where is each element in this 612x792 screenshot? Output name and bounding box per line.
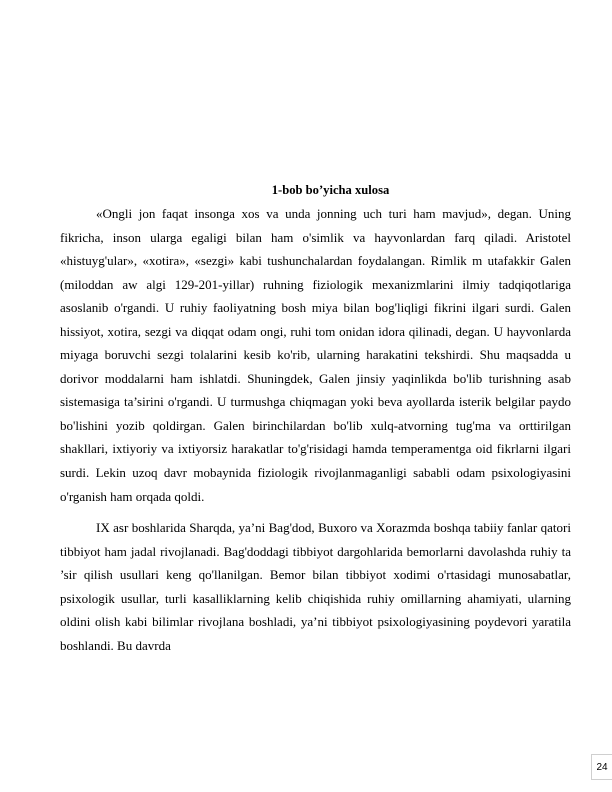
body-paragraph-1: «Ongli jon faqat insonga xos va unda jonning uch turi ham mavjud», degan. Uning fikricha, inson ularga egaligi bilan ham o'simlik va hayvonlardan farq qiladi. Aristotel «histuyg'ular», «xotira», «sezgi» kabi tushunchalardan foydalangan. Rimlik m utafakkir Galen (miloddan aw algi 129-201-yillar) ruhning fiziologik mexanizmlarini ilmiy tadqiqotlariga asoslanib o'rgandi. U ruhiy faoliyatning bosh miya bilan bog'liqligi fikrini ilgari surdi. Galen hissiyot, xotira, sezgi va diqqat odam ongi, ruhi tom onidan idora qilinadi, degan. U hayvonlarda miyaga boruvchi sezgi tolalarini kesib ko'rib, ularning harakatini tekshirdi. Shu maqsadda u dorivor moddalarni ham ishlatdi. Shuningdek, Galen jinsiy yaqinlikda bo'lib turishning asab sistemasiga ta’sirini o'rgandi. U turmushga chiqmagan yoki beva ayollarda isterik belgilar paydo bo'lishini yozib qoldirgan. Galen birinchilardan bo'lib xulq-atvorning tug'ma va orttirilgan shakllari, ixtiyoriy va ixtiyorsiz harakatlar to'g'risidagi hamda temperamentga oid fikrlarni ilgari surdi. Lekin uzoq davr mobaynida fiziologik rivojlanmaganligi sababli odam psixologiyasini o'rganish ham orqada qoldi. <box>60 206 571 504</box>
page-number: 24 <box>591 754 612 780</box>
body-paragraph-2: IX asr boshlarida Sharqda, ya’ni Bag'dod, Buxoro va Xorazmda boshqa tabiiy fanlar qatori tibbiyot ham jadal rivojlanadi. Bag'doddagi tibbiyot dargohlarida bemorlarni davolashda ruhiy ta ’sir qilish usullari keng qo'llanilgan. Bemor bilan tibbiyot xodimi o'rtasidagi munosabatlar, psixologik usullar, turli kasalliklarning kelib chiqishida ruhiy omillarning ahamiyati, ularning oldini olish kabi bilimlar rivojlana boshladi, ya’ni tibbiyot psixologiyasining poydevori yaratila boshlandi. Bu davrda <box>60 520 571 653</box>
section-heading: 1-bob bo’yicha xulosa <box>271 183 390 197</box>
page-content <box>60 181 571 657</box>
